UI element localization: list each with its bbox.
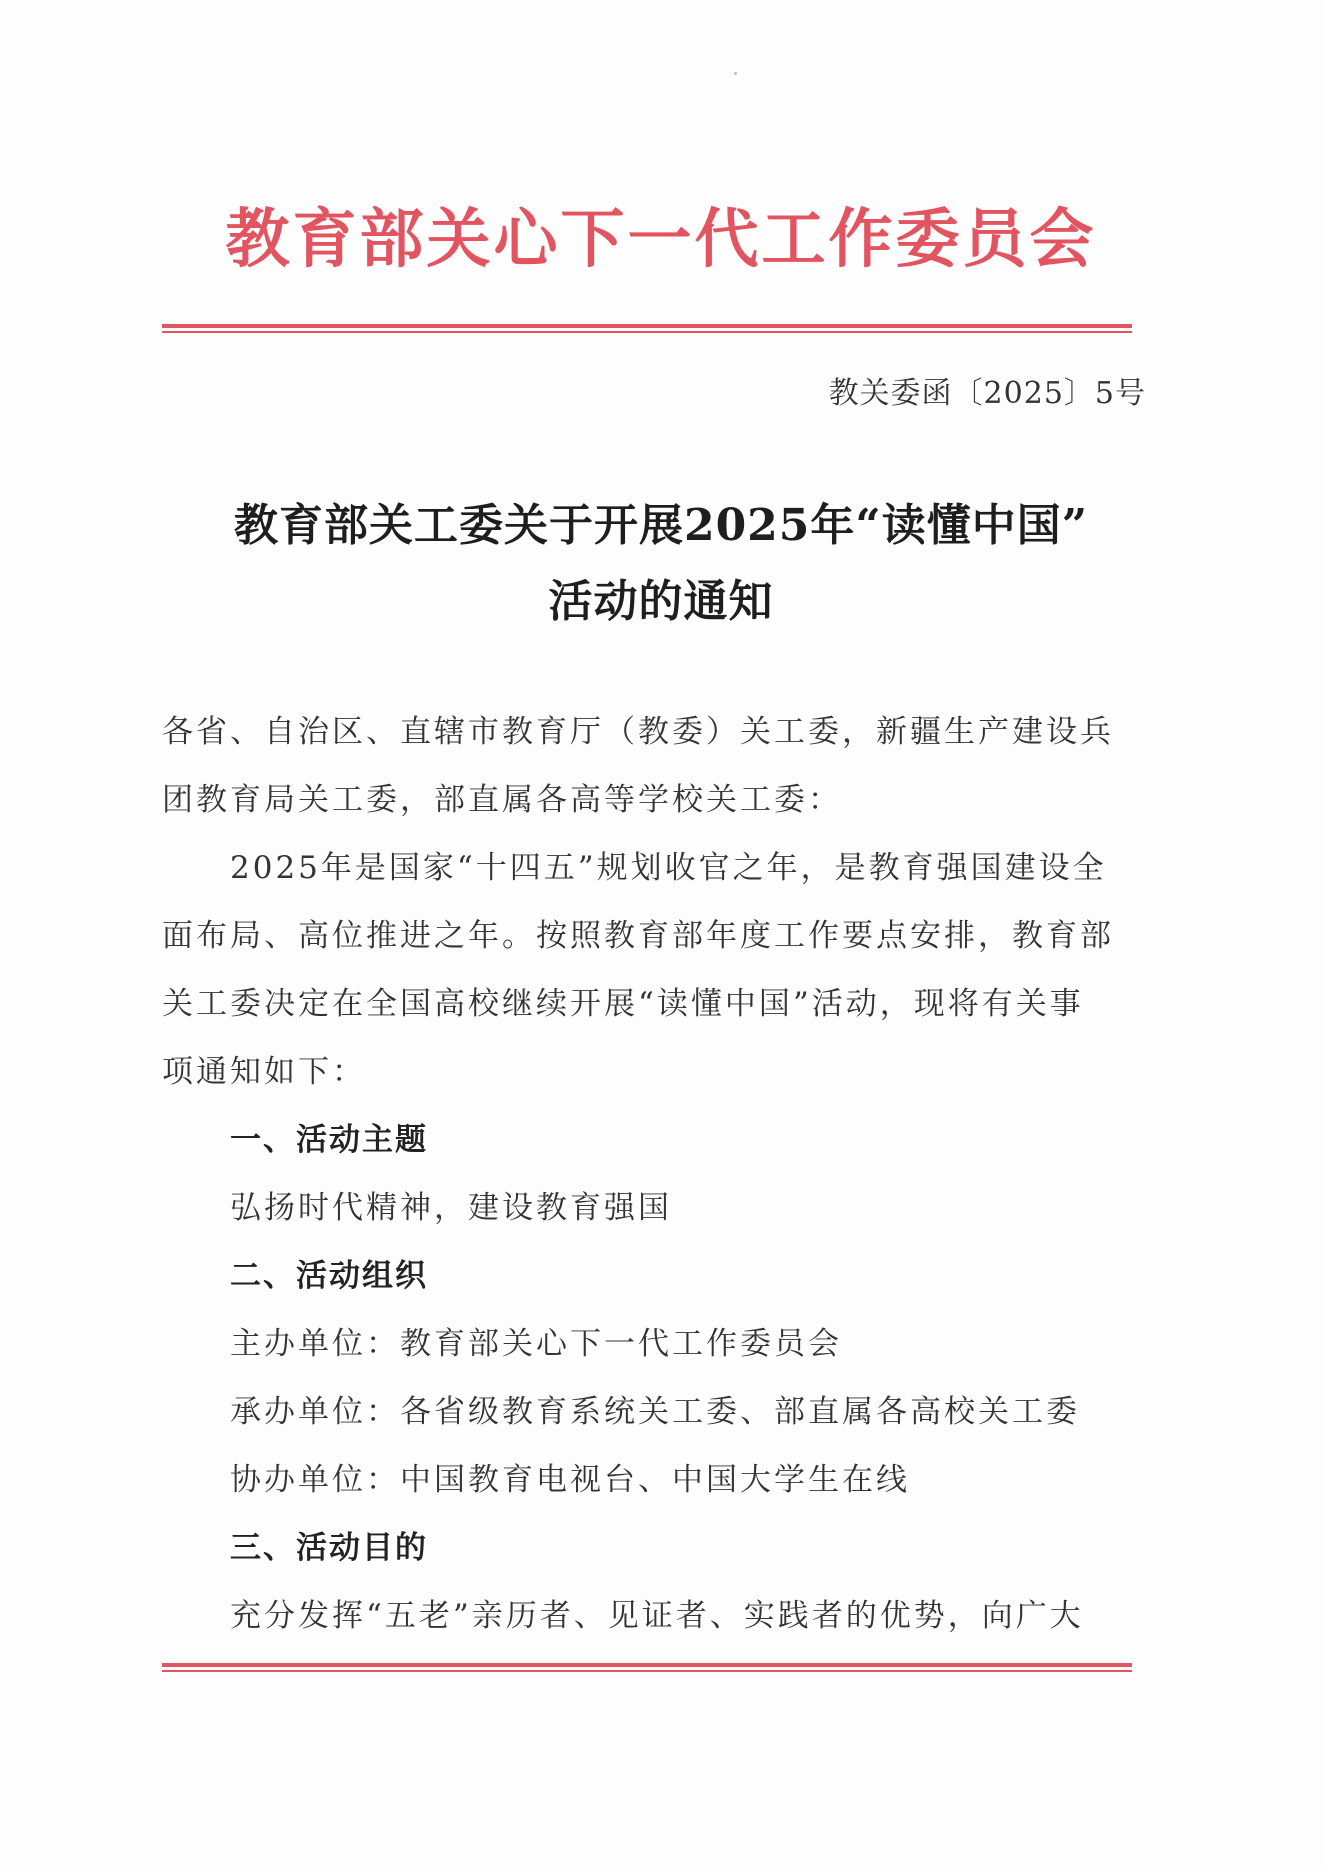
footer-rule-thick: [162, 1663, 1132, 1667]
section-1-text: 弘扬时代精神，建设教育强国: [230, 1190, 672, 1226]
header-red-rule: [162, 324, 1132, 335]
header-rule-thin: [162, 331, 1132, 333]
document-number: 教关委函〔2025〕5号: [828, 376, 1146, 411]
document-title-line-1: 教育部关工委关于开展2025年“读懂中国”: [233, 500, 1089, 551]
issuing-org-header: 教育部关心下一代工作委员会: [225, 202, 1097, 277]
section-1-heading: 一、活动主题: [230, 1122, 428, 1158]
section-3-heading: 三、活动目的: [230, 1530, 428, 1566]
intro-line-4: 项通知如下：: [162, 1054, 366, 1090]
header-rule-thick: [162, 324, 1132, 328]
addressee-line-2: 团教育局关工委，部直属各高等学校关工委：: [162, 782, 842, 818]
section-2-heading: 二、活动组织: [230, 1258, 428, 1294]
organizer-line: 承办单位：各省级教育系统关工委、部直属各高校关工委: [230, 1394, 1080, 1430]
intro-line-3: 关工委决定在全国高校继续开展“读懂中国”活动，现将有关事: [162, 986, 1084, 1022]
sponsor-line: 主办单位：教育部关心下一代工作委员会: [230, 1326, 842, 1362]
section-3-text: 充分发挥“五老”亲历者、见证者、实践者的优势，向广大: [230, 1598, 1084, 1634]
document-title: [162, 488, 1160, 640]
footer-rule-thin: [162, 1670, 1132, 1672]
footer-red-rule: [162, 1663, 1132, 1674]
scan-speck: [734, 72, 737, 75]
co-organizer-line: 协办单位：中国教育电视台、中国大学生在线: [230, 1462, 910, 1498]
document-title-line-2: 活动的通知: [548, 576, 774, 627]
intro-line-2: 面布局、高位推进之年。按照教育部年度工作要点安排，教育部: [162, 918, 1114, 954]
intro-line-1: 2025年是国家“十四五”规划收官之年，是教育强国建设全: [230, 850, 1107, 886]
addressee-line-1: 各省、自治区、直辖市教育厅（教委）关工委，新疆生产建设兵: [162, 714, 1114, 750]
